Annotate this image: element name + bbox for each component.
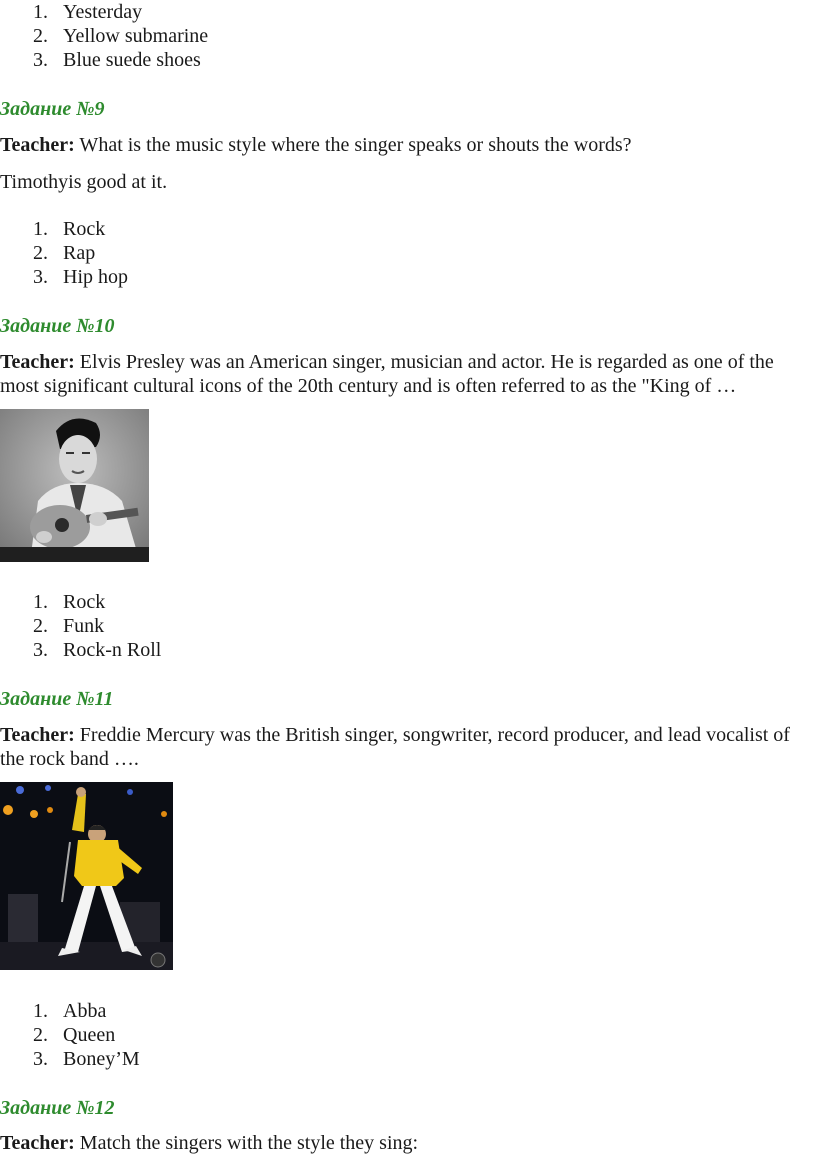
list-item: 3. Boney’M [33,1048,140,1070]
list-item: 3. Hip hop [33,266,128,288]
task-heading-10: Задание №10 [0,315,115,337]
task9-question [0,133,816,157]
question-text: Match the singers with the style they sing: [74,1132,419,1154]
answer-text: Yesterday [63,1,143,23]
teacher-label: Teacher: [0,1132,75,1154]
answer-list-task11 [0,999,140,1071]
answer-text: Boney’M [63,1048,140,1070]
task-heading-12: Задание №12 [0,1097,115,1119]
list-item: 2. Queen [33,1024,116,1046]
answer-text: Rock [63,218,106,240]
freddie-stage-photo-icon [0,782,173,970]
teacher-label: Teacher: [0,351,75,373]
answer-text: Abba [63,1000,107,1022]
answer-text: Hip hop [63,266,128,288]
task-heading-9: Задание №9 [0,98,105,120]
freddie-photo [0,782,173,970]
list-item: 3. Rock-n Roll [33,639,162,661]
answer-list-top [0,0,208,72]
answer-text: Funk [63,615,105,637]
question-text: Freddie Mercury was the British singer, songwriter, record producer, and lead vocalist of the rock band …. [0,724,790,770]
answer-text: Queen [63,1024,116,1046]
answer-text: Blue suede shoes [63,49,201,71]
question-text: Elvis Presley was an American singer, musician and actor. He is regarded as one of the most significant cultural icons of the 20th century and is often referred to as the "King of … [0,351,774,397]
list-item: 3. Blue suede shoes [33,49,201,71]
task-heading-11: Задание №11 [0,688,114,710]
list-item: 2. Funk [33,615,105,637]
list-item: 1. Rock [33,591,106,613]
list-item: 1. Yesterday [33,1,143,23]
answer-list-task10 [0,590,161,662]
task12-question [0,1131,816,1155]
list-item: 1. Rock [33,218,106,240]
task11-question [0,723,816,771]
list-item: 1. Abba [33,1000,107,1022]
list-item: 2. Rap [33,242,96,264]
task9-note: Timothyis good at it. [0,171,168,193]
elvis-photo [0,409,149,562]
answer-list-task9 [0,217,128,289]
answer-text: Yellow submarine [63,25,209,47]
task10-question [0,350,816,398]
list-item: 2. Yellow submarine [33,25,209,47]
teacher-label: Teacher: [0,134,75,156]
answer-text: Rap [63,242,96,264]
answer-text: Rock-n Roll [63,639,162,661]
question-text: What is the music style where the singer speaks or shouts the words? [74,134,632,156]
elvis-guitar-photo-icon [0,409,149,562]
answer-text: Rock [63,591,106,613]
teacher-label: Teacher: [0,724,75,746]
